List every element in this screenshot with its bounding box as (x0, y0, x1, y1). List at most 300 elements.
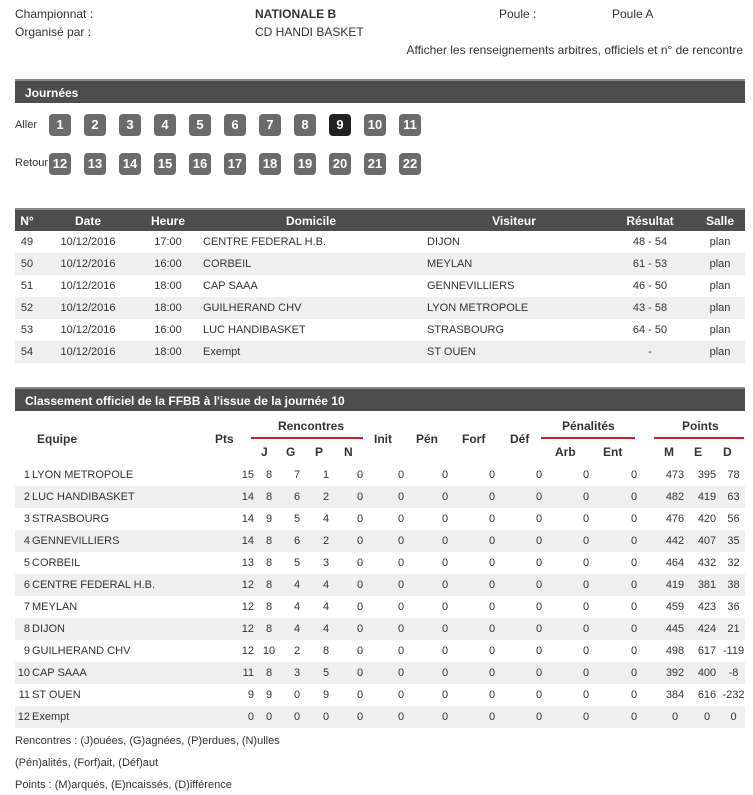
standings-n: 0 (340, 618, 380, 640)
standings-def: 0 (535, 601, 543, 613)
standings-pen: 0 (422, 530, 468, 552)
standings-arb: 0 (562, 618, 610, 640)
standings-row (15, 464, 745, 486)
standings-rank: 10 (15, 662, 32, 684)
match-salle-link[interactable]: plan (695, 297, 745, 319)
match-domicile: CAP SAAA (203, 280, 258, 292)
match-domicile: CENTRE FEDERAL H.B. (203, 236, 327, 248)
standings-row (15, 596, 745, 618)
standings-init: 0 (380, 574, 422, 596)
standings-p: 1 (322, 469, 330, 481)
standings-team: GUILHERAND CHV (32, 645, 131, 657)
standings-m: 419 (658, 574, 692, 596)
standings-arb: 0 (582, 601, 590, 613)
standings-table (15, 464, 745, 728)
standings-init: 0 (380, 618, 422, 640)
match-date: 10/12/2016 (39, 253, 137, 275)
standings-e: 420 (697, 513, 717, 525)
standings-def: 0 (516, 706, 562, 728)
header-p: P (315, 445, 324, 459)
standings-j: 8 (265, 557, 273, 569)
standings-pen: 0 (441, 645, 449, 657)
standings-row (15, 662, 745, 684)
standings-n: 0 (340, 662, 380, 684)
standings-team: LYON METROPOLE (32, 469, 134, 481)
standings-arb: 0 (582, 513, 590, 525)
standings-d: 35 (722, 530, 745, 552)
standings-p: 4 (322, 513, 330, 525)
standings-forf: 0 (488, 469, 496, 481)
header-penalites: Pénalités (562, 419, 615, 433)
standings-init: 0 (397, 557, 405, 569)
standings-ent: 0 (630, 601, 638, 613)
match-heure: 16:00 (154, 324, 182, 336)
match-date: 10/12/2016 (60, 324, 116, 336)
standings-def: 0 (516, 574, 562, 596)
header-ent: Ent (603, 445, 623, 459)
header-pts: Pts (215, 432, 234, 446)
standings-pts: 14 (222, 530, 256, 552)
header-e: E (694, 445, 703, 459)
standings-pen: 0 (422, 486, 468, 508)
header-forf: Forf (462, 432, 486, 446)
classement-title: Classement officiel de la FFBB à l'issue de la journée 10 (15, 387, 745, 411)
standings-arb: 0 (582, 469, 590, 481)
match-date: 10/12/2016 (39, 341, 137, 363)
match-heure: 18:00 (137, 341, 199, 363)
standings-d: 32 (727, 557, 740, 569)
standings-g: 3 (282, 662, 312, 684)
matches-table (15, 208, 745, 363)
standings-init: 0 (397, 645, 405, 657)
standings-ent: 0 (610, 618, 658, 640)
standings-e: 0 (692, 706, 722, 728)
standings-pts: 0 (222, 706, 256, 728)
standings-g: 0 (293, 689, 301, 701)
standings-ent: 0 (630, 689, 638, 701)
standings-e: 424 (692, 618, 722, 640)
standings-m: 0 (658, 706, 692, 728)
standings-e: 432 (697, 557, 717, 569)
match-numero: 50 (15, 253, 39, 275)
standings-def: 0 (535, 689, 543, 701)
standings-init: 0 (380, 662, 422, 684)
journee-button-11[interactable]: 11 (399, 114, 421, 136)
standings-g: 6 (282, 486, 312, 508)
match-numero: 53 (20, 324, 34, 336)
header-d: D (723, 445, 732, 459)
journee-button-2[interactable]: 2 (84, 114, 106, 136)
standings-p: 2 (312, 530, 340, 552)
standings-e: 381 (692, 574, 722, 596)
standings-g: 5 (293, 513, 301, 525)
standings-arb: 0 (562, 662, 610, 684)
header-n: N (344, 445, 353, 459)
standings-p: 4 (322, 601, 330, 613)
standings-j: 9 (265, 689, 273, 701)
journee-button-22[interactable]: 22 (399, 153, 421, 175)
organise-label: Organisé par : (15, 25, 92, 39)
match-heure: 18:00 (137, 297, 199, 319)
header-def: Déf (510, 432, 530, 446)
standings-team: CENTRE FEDERAL H.B. (32, 574, 222, 596)
championnat-label: Championnat : (15, 7, 94, 21)
standings-d: -119 (722, 645, 745, 657)
standings-row (15, 706, 745, 728)
standings-p: 2 (312, 486, 340, 508)
standings-n: 0 (356, 645, 364, 657)
journee-button-14[interactable]: 14 (119, 153, 141, 175)
match-date: 10/12/2016 (39, 297, 137, 319)
standings-pts: 9 (247, 689, 254, 701)
standings-m: 464 (665, 557, 685, 569)
standings-d: -232 (722, 689, 745, 701)
match-resultat: 48 - 54 (632, 236, 668, 248)
standings-rank: 5 (23, 557, 30, 569)
standings-pts: 12 (241, 645, 254, 657)
journee-button-19[interactable]: 19 (294, 153, 316, 175)
standings-rank: 2 (15, 486, 32, 508)
standings-pts: 14 (241, 513, 254, 525)
standings-m: 442 (658, 530, 692, 552)
standings-team: STRASBOURG (32, 513, 110, 525)
standings-pen: 0 (422, 574, 468, 596)
journee-button-7[interactable]: 7 (259, 114, 281, 136)
standings-m: 473 (665, 469, 685, 481)
match-resultat: 61 - 53 (605, 253, 695, 275)
match-resultat: - (605, 341, 695, 363)
standings-init: 0 (397, 513, 405, 525)
standings-forf: 0 (488, 689, 496, 701)
standings-n: 0 (356, 469, 364, 481)
standings-e: 395 (697, 469, 717, 481)
standings-n: 0 (356, 513, 364, 525)
points-underline (654, 437, 744, 439)
standings-e: 407 (692, 530, 722, 552)
standings-p: 3 (322, 557, 330, 569)
match-visiteur: GENNEVILLIERS (427, 280, 515, 292)
standings-p: 5 (312, 662, 340, 684)
legend-penalites: (Pén)alités, (Forf)ait, (Déf)aut (15, 757, 159, 769)
standings-init: 0 (380, 706, 422, 728)
standings-e: 616 (697, 689, 717, 701)
standings-d: 56 (727, 513, 740, 525)
standings-n: 0 (356, 689, 364, 701)
standings-d: 63 (722, 486, 745, 508)
standings-team: CAP SAAA (32, 662, 222, 684)
poule-value: Poule A (612, 7, 654, 21)
standings-forf: 0 (468, 662, 516, 684)
match-visiteur: DIJON (427, 236, 460, 248)
standings-arb: 0 (562, 574, 610, 596)
match-salle-link[interactable]: plan (709, 324, 731, 336)
journee-button-1[interactable]: 1 (49, 114, 71, 136)
match-domicile: GUILHERAND CHV (199, 297, 423, 319)
standings-m: 459 (665, 601, 685, 613)
journee-button-3[interactable]: 3 (119, 114, 141, 136)
match-heure: 17:00 (154, 236, 182, 248)
standings-j: 8 (256, 530, 282, 552)
standings-rank: 7 (23, 601, 30, 613)
standings-j: 9 (265, 513, 273, 525)
standings-def: 0 (535, 469, 543, 481)
standings-pen: 0 (441, 469, 449, 481)
standings-m: 445 (658, 618, 692, 640)
match-numero: 52 (15, 297, 39, 319)
standings-n: 0 (340, 486, 380, 508)
standings-arb: 0 (562, 706, 610, 728)
standings-ent: 0 (630, 513, 638, 525)
journee-button-18[interactable]: 18 (259, 153, 281, 175)
journee-button-6[interactable]: 6 (224, 114, 246, 136)
standings-init: 0 (397, 469, 405, 481)
standings-rank: 4 (15, 530, 32, 552)
standings-d: -8 (722, 662, 745, 684)
standings-def: 0 (516, 618, 562, 640)
journee-button-12[interactable]: 12 (49, 153, 71, 175)
standings-forf: 0 (468, 618, 516, 640)
standings-pen: 0 (441, 557, 449, 569)
show-officials-link[interactable]: Afficher les renseignements arbitres, officiels et n° de rencontre (406, 43, 743, 57)
standings-j: 8 (265, 601, 273, 613)
standings-row (15, 508, 745, 530)
legend-points: Points : (M)arqués, (E)ncaissés, (D)ifférence (15, 779, 232, 791)
match-numero: 54 (15, 341, 39, 363)
standings-g: 2 (293, 645, 301, 657)
standings-row (15, 486, 745, 508)
standings-arb: 0 (562, 486, 610, 508)
standings-j: 8 (265, 469, 273, 481)
standings-def: 0 (516, 486, 562, 508)
standings-n: 0 (340, 574, 380, 596)
standings-m: 476 (665, 513, 685, 525)
standings-team: ST OUEN (32, 689, 81, 701)
matches-header-row (15, 209, 745, 231)
col-visiteur: Visiteur (423, 209, 605, 231)
match-row (15, 231, 745, 253)
match-visiteur: LYON METROPOLE (423, 297, 605, 319)
header-rencontres: Rencontres (278, 419, 345, 433)
standings-pen: 0 (422, 706, 468, 728)
match-row (15, 275, 745, 297)
match-salle-link[interactable]: plan (709, 236, 731, 248)
journee-button-16[interactable]: 16 (189, 153, 211, 175)
header-equipe: Equipe (37, 432, 78, 446)
standings-pen: 0 (422, 662, 468, 684)
standings-ent: 0 (630, 645, 638, 657)
standings-m: 498 (665, 645, 685, 657)
match-resultat: 46 - 50 (632, 280, 668, 292)
standings-j: 8 (256, 662, 282, 684)
standings-forf: 0 (488, 645, 496, 657)
standings-n: 0 (340, 530, 380, 552)
standings-p: 4 (312, 618, 340, 640)
standings-ent: 0 (610, 530, 658, 552)
standings-arb: 0 (562, 530, 610, 552)
standings-n: 0 (356, 557, 364, 569)
col-resultat: Résultat (605, 209, 695, 231)
standings-pts: 12 (222, 574, 256, 596)
standings-ent: 0 (610, 574, 658, 596)
standings-rank: 11 (18, 689, 30, 701)
standings-j: 8 (256, 574, 282, 596)
match-numero: 49 (20, 236, 34, 248)
standings-ent: 0 (630, 557, 638, 569)
standings-n: 0 (356, 601, 364, 613)
standings-row (15, 618, 745, 640)
standings-pts: 12 (241, 601, 254, 613)
poule-label: Poule : (499, 7, 537, 21)
standings-rank: 1 (23, 469, 30, 481)
standings-pen: 0 (441, 513, 449, 525)
standings-team: MEYLAN (32, 601, 78, 613)
standings-init: 0 (380, 486, 422, 508)
standings-forf: 0 (488, 557, 496, 569)
standings-m: 384 (665, 689, 685, 701)
standings-def: 0 (535, 557, 543, 569)
standings-p: 8 (322, 645, 330, 657)
standings-p: 9 (322, 689, 330, 701)
standings-def: 0 (535, 645, 543, 657)
standings-row (15, 640, 745, 662)
standings-pts: 12 (222, 618, 256, 640)
standings-rank: 6 (15, 574, 32, 596)
match-visiteur: MEYLAN (423, 253, 605, 275)
col-date: Date (39, 209, 137, 231)
standings-def: 0 (535, 513, 543, 525)
match-visiteur: ST OUEN (423, 341, 605, 363)
standings-g: 7 (293, 469, 301, 481)
match-domicile: CORBEIL (199, 253, 423, 275)
standings-row (15, 684, 745, 706)
standings-arb: 0 (582, 645, 590, 657)
header-arb: Arb (555, 445, 576, 459)
standings-g: 4 (282, 618, 312, 640)
match-resultat: 64 - 50 (632, 324, 668, 336)
journee-button-15[interactable]: 15 (154, 153, 176, 175)
aller-label: Aller (15, 119, 38, 131)
standings-row (15, 552, 745, 574)
standings-team: LUC HANDIBASKET (32, 486, 222, 508)
standings-m: 482 (658, 486, 692, 508)
standings-row (15, 530, 745, 552)
standings-j: 0 (256, 706, 282, 728)
journees-title: Journées (15, 79, 745, 103)
standings-m: 392 (658, 662, 692, 684)
standings-pts: 11 (222, 662, 256, 684)
standings-g: 4 (282, 574, 312, 596)
penalites-underline (541, 437, 635, 439)
match-visiteur: STRASBOURG (427, 324, 505, 336)
standings-d: 38 (722, 574, 745, 596)
match-date: 10/12/2016 (60, 280, 116, 292)
standings-e: 423 (697, 601, 717, 613)
standings-d: 21 (722, 618, 745, 640)
standings-j: 10 (262, 645, 276, 657)
standings-team: GENNEVILLIERS (32, 530, 222, 552)
standings-rank: 3 (23, 513, 30, 525)
journee-button-20[interactable]: 20 (329, 153, 351, 175)
standings-def: 0 (516, 530, 562, 552)
standings-ent: 0 (610, 662, 658, 684)
standings-pts: 14 (222, 486, 256, 508)
standings-rank: 9 (23, 645, 30, 657)
standings-forf: 0 (468, 530, 516, 552)
organise-value: CD HANDI BASKET (255, 25, 364, 39)
journee-button-8[interactable]: 8 (294, 114, 316, 136)
standings-ent: 0 (610, 486, 658, 508)
header-m: M (664, 445, 674, 459)
standings-g: 4 (293, 601, 301, 613)
journee-button-10[interactable]: 10 (364, 114, 386, 136)
journee-button-5[interactable]: 5 (189, 114, 211, 136)
match-row (15, 319, 745, 341)
standings-pts: 15 (241, 469, 254, 481)
standings-pen: 0 (441, 689, 449, 701)
standings-forf: 0 (488, 513, 496, 525)
standings-p: 4 (312, 574, 340, 596)
standings-pen: 0 (422, 618, 468, 640)
standings-j: 8 (256, 486, 282, 508)
legend-rencontres: Rencontres : (J)ouées, (G)agnées, (P)erdues, (N)ulles (15, 735, 280, 747)
competition-info (0, 0, 753, 62)
standings-ent: 0 (630, 469, 638, 481)
standings-e: 419 (692, 486, 722, 508)
standings-forf: 0 (468, 486, 516, 508)
standings-forf: 0 (468, 706, 516, 728)
standings-forf: 0 (468, 574, 516, 596)
col-heure: Heure (137, 209, 199, 231)
match-resultat: 43 - 58 (605, 297, 695, 319)
header-init: Init (374, 432, 392, 446)
header-g: G (286, 445, 296, 459)
match-date: 10/12/2016 (60, 236, 116, 248)
match-heure: 16:00 (137, 253, 199, 275)
standings-forf: 0 (488, 601, 496, 613)
standings-pts: 13 (241, 557, 254, 569)
header-pen: Pén (416, 432, 439, 446)
journee-button-17[interactable]: 17 (224, 153, 246, 175)
match-salle-link[interactable]: plan (695, 341, 745, 363)
journee-button-21[interactable]: 21 (364, 153, 386, 175)
match-row (15, 341, 745, 363)
rencontres-underline (251, 437, 363, 439)
journee-button-4[interactable]: 4 (154, 114, 176, 136)
match-salle-link[interactable]: plan (709, 280, 731, 292)
match-heure: 18:00 (154, 280, 182, 292)
standings-arb: 0 (582, 557, 590, 569)
standings-e: 400 (692, 662, 722, 684)
standings-team: CORBEIL (32, 557, 81, 569)
standings-row (15, 574, 745, 596)
match-row (15, 297, 745, 319)
standings-g: 6 (282, 530, 312, 552)
standings-g: 0 (282, 706, 312, 728)
match-salle-link[interactable]: plan (695, 253, 745, 275)
col-salle: Salle (695, 209, 745, 231)
standings-ent: 0 (610, 706, 658, 728)
standings-d: 78 (727, 469, 740, 481)
standings-d: 36 (727, 601, 740, 613)
standings-pen: 0 (441, 601, 449, 613)
standings-j: 8 (256, 618, 282, 640)
journee-button-9[interactable]: 9 (329, 114, 351, 136)
standings-team: Exempt (32, 706, 222, 728)
standings-p: 0 (312, 706, 340, 728)
col-domicile: Domicile (199, 209, 423, 231)
standings-rank: 12 (15, 706, 32, 728)
journee-button-13[interactable]: 13 (84, 153, 106, 175)
